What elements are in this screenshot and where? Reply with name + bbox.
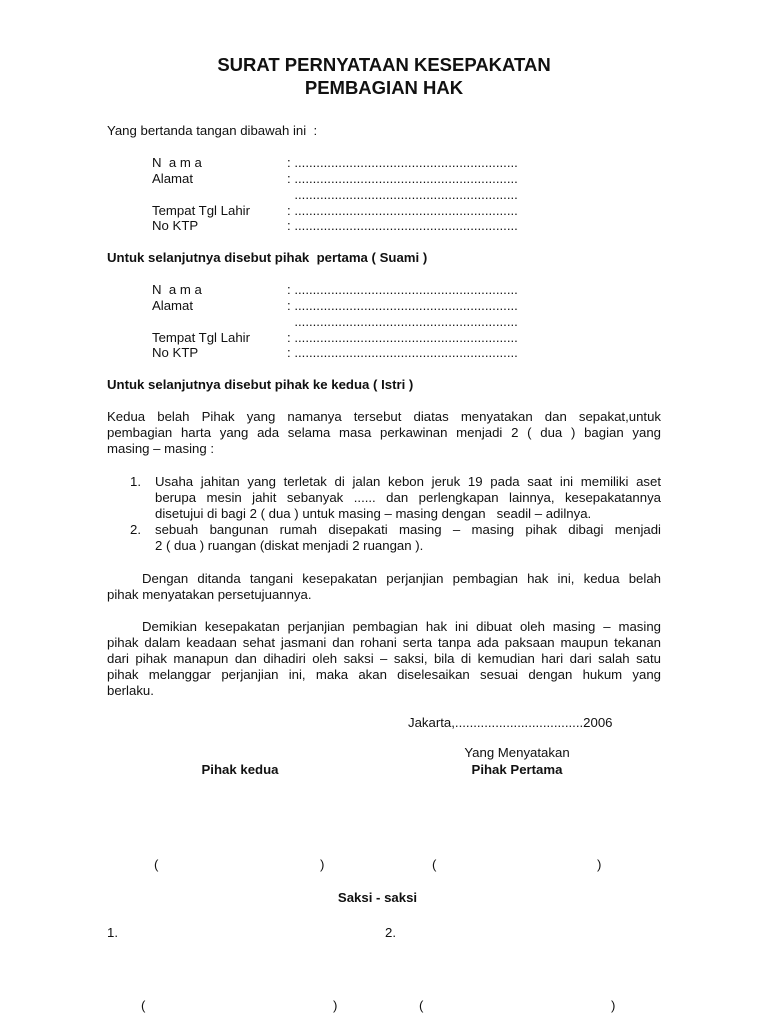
party2-birth-value: : ............................................................. — [287, 330, 518, 345]
party1-address-value-2: ............................................................. — [287, 187, 518, 202]
closing-line: pihak melanggar perjanjian ini, maka akan diselesaikan sesuai dengan hukum yang — [107, 667, 661, 682]
witness-open-paren: ( — [419, 998, 424, 1013]
item-number: 2. — [130, 522, 141, 537]
saksi-2-number: 2. — [385, 925, 396, 940]
party2-birth-label: Tempat Tgl Lahir — [152, 330, 250, 345]
closing-line: berlaku. — [107, 683, 154, 698]
party1-name-label: N a m a — [152, 155, 202, 170]
pihak-kedua-label: Pihak kedua — [201, 762, 279, 777]
signature-open-paren: ( — [432, 857, 437, 872]
saksi-heading: Saksi - saksi — [337, 890, 418, 905]
agreement-line: Kedua belah Pihak yang namanya tersebut diatas menyatakan dan sepakat,untuk — [107, 409, 661, 424]
signature-open-paren: ( — [154, 857, 159, 872]
document-title-line2: PEMBAGIAN HAK — [304, 77, 464, 98]
saksi-1-number: 1. — [107, 925, 118, 940]
party1-designation: Untuk selanjutnya disebut pihak pertama ( Suami ) — [107, 250, 428, 265]
consent-line: Dengan ditanda tangani kesepakatan perjanjian pembagian hak ini, kedua belah — [142, 571, 661, 586]
signature-close-paren: ) — [597, 857, 602, 872]
witness-open-paren: ( — [141, 998, 146, 1013]
party1-address-value: : ............................................................. — [287, 171, 518, 186]
pihak-pertama-label: Pihak Pertama — [471, 762, 563, 777]
party2-name-value: : ............................................................. — [287, 282, 518, 297]
party1-birth-value: : ............................................................. — [287, 203, 518, 218]
agreement-line: masing – masing : — [107, 441, 215, 456]
party1-birth-label: Tempat Tgl Lahir — [152, 203, 250, 218]
item-line: berupa mesin jahit sebanyak ...... dan perlengkapan lainnya, kesepakatannya — [155, 490, 661, 505]
party2-address-value-2: ............................................................. — [287, 314, 518, 329]
item-line: disetujui di bagi 2 ( dua ) untuk masing – masing dengan seadil – adilnya. — [155, 506, 592, 521]
party1-address-label: Alamat — [152, 171, 194, 186]
item-number: 1. — [130, 474, 141, 489]
party2-ktp-label: No KTP — [152, 345, 199, 360]
agreement-line: pembagian harta yang ada selama masa perkawinan menjadi 2 ( dua ) bagian yang — [107, 425, 661, 440]
party2-address-label: Alamat — [152, 298, 194, 313]
intro-text: Yang bertanda tangan dibawah ini : — [107, 123, 318, 138]
consent-line: pihak menyatakan persetujuannya. — [107, 587, 312, 602]
party1-name-value: : ............................................................. — [287, 155, 518, 170]
place-date: Jakarta,...................................2006 — [408, 715, 613, 730]
party2-address-value: : ............................................................. — [287, 298, 518, 313]
party2-ktp-value: : ............................................................. — [287, 345, 518, 360]
item-line: 2 ( dua ) ruangan (diskat menjadi 2 ruangan ). — [155, 538, 424, 553]
party2-name-label: N a m a — [152, 282, 202, 297]
closing-line: dari pihak manapun dan dihadiri oleh saksi – saksi, bila di kemudian hari dari salah satu — [107, 651, 661, 666]
witness-close-paren: ) — [611, 998, 616, 1013]
party2-designation: Untuk selanjutnya disebut pihak ke kedua ( Istri ) — [107, 377, 414, 392]
closing-line: Demikian kesepakatan perjanjian pembagian hak ini dibuat oleh masing – masing — [142, 619, 661, 634]
document-title-line1: SURAT PERNYATAAN KESEPAKATAN — [217, 54, 551, 75]
closing-line: pihak dalam keadaan sehat jasmani dan rohani serta tanpa ada paksaan maupun tekanan — [107, 635, 661, 650]
signature-close-paren: ) — [320, 857, 325, 872]
item-line: sebuah bangunan rumah disepakati masing – masing pihak dibagi menjadi — [155, 522, 661, 537]
item-line: Usaha jahitan yang terletak di jalan kebon jeruk 19 pada saat ini memiliki aset — [155, 474, 661, 489]
party1-ktp-value: : ............................................................. — [287, 218, 518, 233]
witness-close-paren: ) — [333, 998, 338, 1013]
yang-menyatakan-label: Yang Menyatakan — [464, 745, 570, 760]
party1-ktp-label: No KTP — [152, 218, 199, 233]
